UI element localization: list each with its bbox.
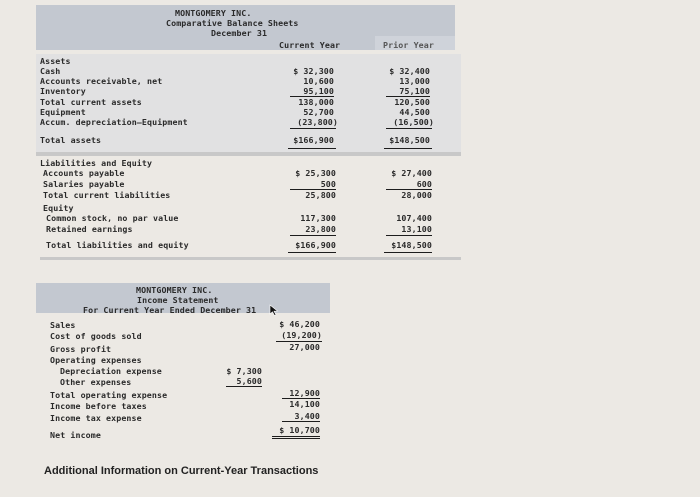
bs-company: MONTGOMERY INC. bbox=[175, 8, 252, 18]
is-rule bbox=[226, 386, 262, 387]
bs-date: December 31 bbox=[211, 28, 268, 38]
additional-info-heading: Additional Information on Current-Year Transactions bbox=[44, 465, 319, 477]
bs-row-current: (23,800) bbox=[297, 117, 338, 127]
bs-title: Comparative Balance Sheets bbox=[166, 18, 299, 28]
is-other: 5,600 bbox=[236, 376, 262, 386]
bs-equity-prior: 107,400 bbox=[396, 213, 432, 223]
is-dep: $ 7,300 bbox=[226, 366, 262, 376]
bs-assets-heading: Assets bbox=[40, 56, 71, 66]
is-double-rule bbox=[272, 436, 320, 437]
is-rule bbox=[282, 421, 320, 422]
bs-liab-current: $ 25,300 bbox=[295, 168, 336, 178]
bs-equity-prior: $148,500 bbox=[391, 240, 432, 250]
is-net: $ 10,700 bbox=[279, 425, 320, 435]
bs-equity-heading: Equity bbox=[43, 203, 74, 213]
is-total-opex: 12,900 bbox=[289, 388, 320, 398]
bs-equity-label: Common stock, no par value bbox=[46, 213, 179, 223]
bs-liab-label: Accounts payable bbox=[43, 168, 125, 178]
is-cogs: (19,200) bbox=[281, 330, 322, 340]
bs-bottom-separator bbox=[40, 257, 461, 260]
mouse-cursor-icon bbox=[269, 301, 279, 313]
is-dep-label: Depreciation expense bbox=[60, 366, 162, 376]
bs-row-label: Inventory bbox=[40, 86, 86, 96]
is-sales-label: Sales bbox=[50, 320, 76, 330]
bs-liab-prior: $ 27,400 bbox=[391, 168, 432, 178]
bs-equity-current: $166,900 bbox=[295, 240, 336, 250]
is-other-label: Other expenses bbox=[60, 377, 132, 387]
bs-double-rule bbox=[384, 148, 432, 149]
bs-rule bbox=[386, 235, 432, 236]
bs-liab-prior: 600 bbox=[416, 179, 432, 189]
is-ibt: 14,100 bbox=[289, 399, 320, 409]
is-double-rule bbox=[272, 438, 320, 439]
is-tax: 3,400 bbox=[294, 411, 320, 421]
bs-rule bbox=[290, 128, 336, 129]
bs-liab-prior: 28,000 bbox=[401, 190, 432, 200]
bs-row-label: Accum. depreciation—Equipment bbox=[40, 117, 188, 127]
bs-double-rule bbox=[288, 252, 336, 253]
bs-row-label: Total assets bbox=[40, 135, 102, 145]
is-gross: 27,000 bbox=[289, 342, 320, 352]
bs-double-rule bbox=[384, 252, 432, 253]
is-ibt-label: Income before taxes bbox=[50, 401, 147, 411]
is-company: MONTGOMERY INC. bbox=[136, 285, 213, 295]
bs-row-prior: (16,500) bbox=[393, 117, 434, 127]
bs-row-current: 95,100 bbox=[303, 86, 334, 96]
bs-row-prior: $148,500 bbox=[389, 135, 430, 145]
bs-equity-label: Retained earnings bbox=[46, 224, 133, 234]
bs-row-current: $166,900 bbox=[293, 135, 334, 145]
bs-equity-current: 23,800 bbox=[305, 224, 336, 234]
is-opex-label: Operating expenses bbox=[50, 355, 142, 365]
bs-equity-label: Total liabilities and equity bbox=[46, 240, 189, 250]
bs-row-prior: 75,100 bbox=[399, 86, 430, 96]
is-cogs-label: Cost of goods sold bbox=[50, 331, 142, 341]
bs-liab-current: 25,800 bbox=[305, 190, 336, 200]
is-net-label: Net income bbox=[50, 430, 101, 440]
bs-liab-label: Total current liabilities bbox=[43, 190, 171, 200]
bs-row-label: Accounts receivable, net bbox=[40, 76, 163, 86]
bs-row-label: Total current assets bbox=[40, 97, 142, 107]
bs-row-prior: $ 32,400 bbox=[389, 66, 430, 76]
bs-rule bbox=[386, 128, 432, 129]
bs-liab-current: 500 bbox=[320, 179, 336, 189]
bs-separator bbox=[36, 152, 461, 156]
bs-equity-prior: 13,100 bbox=[401, 224, 432, 234]
bs-liab-heading: Liabilities and Equity bbox=[40, 158, 153, 168]
bs-col-current: Current Year bbox=[279, 40, 341, 50]
bs-double-rule bbox=[288, 148, 336, 149]
bs-row-prior: 120,500 bbox=[394, 97, 430, 107]
is-title: Income Statement bbox=[137, 295, 219, 305]
bs-rule bbox=[290, 235, 336, 236]
bs-equity-current: 117,300 bbox=[300, 213, 336, 223]
bs-row-current: 52,700 bbox=[303, 107, 334, 117]
bs-row-label: Equipment bbox=[40, 107, 86, 117]
is-sales: $ 46,200 bbox=[279, 319, 320, 329]
is-tax-label: Income tax expense bbox=[50, 413, 142, 423]
is-period: For Current Year Ended December 31 bbox=[83, 305, 257, 315]
bs-col-prior: Prior Year bbox=[383, 40, 434, 50]
bs-row-current: 138,000 bbox=[298, 97, 334, 107]
is-total-opex-label: Total operating expense bbox=[50, 390, 168, 400]
bs-liab-label: Salaries payable bbox=[43, 179, 125, 189]
is-gross-label: Gross profit bbox=[50, 344, 112, 354]
bs-row-current: $ 32,300 bbox=[293, 66, 334, 76]
bs-row-prior: 13,000 bbox=[399, 76, 430, 86]
bs-row-label: Cash bbox=[40, 66, 61, 76]
bs-row-prior: 44,500 bbox=[399, 107, 430, 117]
bs-row-current: 10,600 bbox=[303, 76, 334, 86]
